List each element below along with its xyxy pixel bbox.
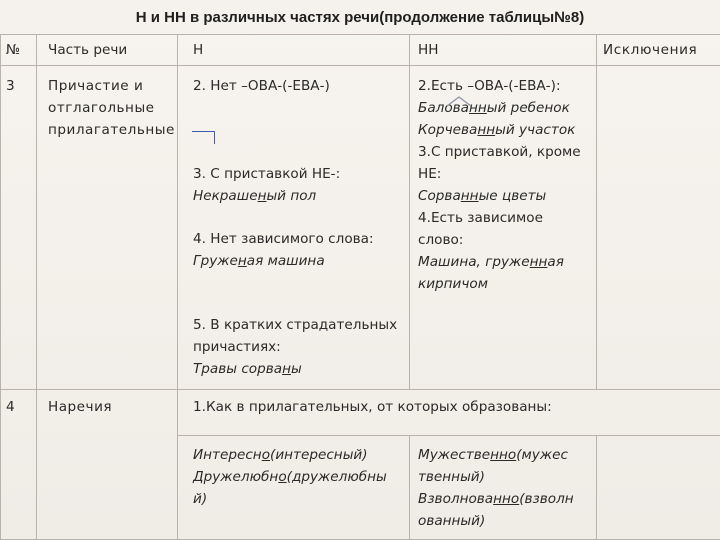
rule-heading: причастиях: xyxy=(193,339,281,355)
example-text: ый участок xyxy=(495,122,576,138)
nn-rules xyxy=(418,75,581,295)
merged-rule: 1.Как в прилагательных, от которых образованы: xyxy=(193,399,552,415)
rule-heading: 4. Нет зависимого слова: xyxy=(193,231,374,247)
example-text: ы xyxy=(290,361,302,377)
header-part: Часть речи xyxy=(48,42,128,58)
example-text: (взволн xyxy=(519,491,574,507)
example-text: Взволнова xyxy=(418,491,494,507)
grid-line xyxy=(36,34,37,540)
example-letter: о xyxy=(278,469,287,485)
example-text: ые цветы xyxy=(478,188,547,204)
example-text: (дружелюбны xyxy=(286,469,387,485)
rule-example xyxy=(418,251,581,273)
example-letter: н xyxy=(257,188,267,204)
rule-example xyxy=(193,358,397,380)
grid-line xyxy=(177,34,178,540)
page-title: Н и НН в различных частях речи(продолжение таблицы№8) xyxy=(135,9,585,26)
example-text: Травы сорва xyxy=(193,361,283,377)
rule-example xyxy=(193,444,387,466)
example-letter: нн xyxy=(460,188,479,204)
example-text: Корчева xyxy=(418,122,478,138)
rule-heading: 3. С приставкой НЕ-: xyxy=(193,166,341,182)
example-text: ая xyxy=(547,254,564,270)
example-letter: нн xyxy=(469,100,487,116)
example-letter: нно xyxy=(493,491,520,507)
example-letter: нн xyxy=(529,254,548,270)
example-text: (мужес xyxy=(516,447,568,463)
header-exceptions: Исключения xyxy=(603,42,698,58)
grid-line xyxy=(409,34,410,390)
rule-example xyxy=(418,97,581,119)
example-text: (интересный) xyxy=(270,447,368,463)
grid-line xyxy=(409,436,410,540)
rule-example: ованный) xyxy=(418,513,486,529)
title-bar xyxy=(0,0,720,35)
rule-example xyxy=(193,185,340,207)
example-text: Машина, груже xyxy=(418,254,530,270)
grid-line xyxy=(596,436,597,540)
example-letter: нн xyxy=(477,122,496,138)
rule-heading: НЕ: xyxy=(418,166,442,182)
rule-example: й) xyxy=(193,491,208,507)
example-text: Некраше xyxy=(193,188,258,204)
row-part: Наречия xyxy=(48,399,113,415)
rule-heading: 2.Есть –ОВА-(-ЕВА-): xyxy=(418,78,561,94)
example-text: ый пол xyxy=(266,188,317,204)
rule-heading: 5. В кратких страдательных xyxy=(193,317,398,333)
example-text: Груже xyxy=(193,253,238,269)
rule-example xyxy=(193,466,387,488)
row-part-line: прилагательные xyxy=(48,122,175,138)
rule-example: твенный) xyxy=(418,469,485,485)
row-num: 3 xyxy=(6,78,15,94)
row-part xyxy=(48,75,175,141)
example-text: Балова xyxy=(418,100,470,116)
n-rule-3 xyxy=(193,163,340,207)
blue-bracket-mark xyxy=(192,131,215,144)
example-letter: н xyxy=(282,361,291,377)
rule-example xyxy=(418,185,581,207)
example-letter: н xyxy=(237,253,247,269)
example-letter: нно xyxy=(490,447,517,463)
header-nn: НН xyxy=(418,42,439,58)
grid-line xyxy=(177,435,720,436)
grid-line xyxy=(0,34,1,540)
example-text: Интересн xyxy=(193,447,262,463)
example-text: Мужестве xyxy=(418,447,491,463)
grid-line xyxy=(596,34,597,390)
rule-example xyxy=(418,119,581,141)
grid-line xyxy=(0,65,720,66)
example-text: Сорва xyxy=(418,188,461,204)
adverb-n-examples xyxy=(193,444,387,510)
rule-heading: 4.Есть зависимое xyxy=(418,210,543,226)
header-n: Н xyxy=(193,42,204,58)
header-num: № xyxy=(6,42,21,58)
example-text: Дружелюбн xyxy=(193,469,279,485)
example-letter: о xyxy=(261,447,271,463)
row-part-line: отглагольные xyxy=(48,100,155,116)
rule-example xyxy=(193,250,374,272)
n-rule-5 xyxy=(193,314,397,380)
rule-example xyxy=(418,444,574,466)
grid-line xyxy=(0,389,720,390)
example-text: ый ребенок xyxy=(486,100,570,116)
rule-heading: слово: xyxy=(418,232,464,248)
adverb-nn-examples xyxy=(418,444,574,532)
gray-bracket-mark xyxy=(446,95,468,105)
n-rule-4 xyxy=(193,228,374,272)
rule-example xyxy=(418,488,574,510)
rule-heading: 3.С приставкой, кроме xyxy=(418,144,581,160)
n-rule-2: 2. Нет –ОВА-(-ЕВА-) xyxy=(193,78,330,94)
rule-example: кирпичом xyxy=(418,276,488,292)
row-part-line: Причастие и xyxy=(48,78,144,94)
row-num: 4 xyxy=(6,399,15,415)
example-text: ая машина xyxy=(246,253,325,269)
